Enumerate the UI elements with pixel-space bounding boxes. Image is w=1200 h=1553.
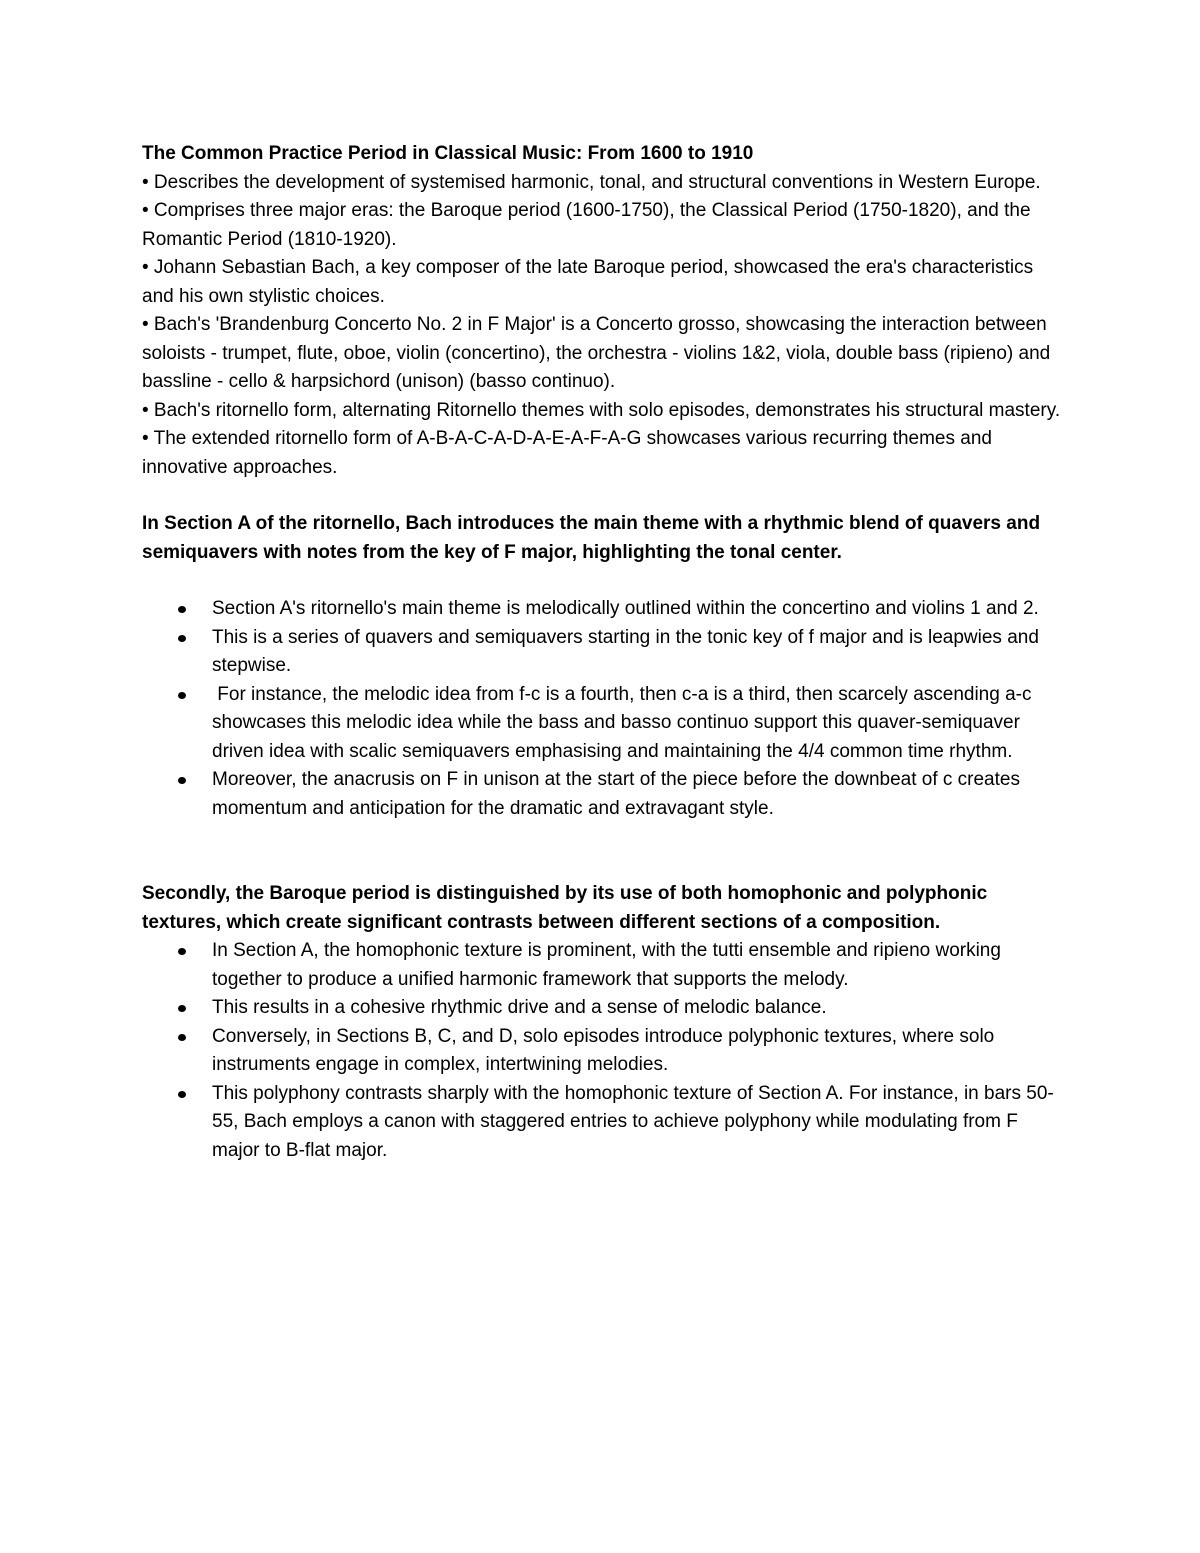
list-item [142,766,1062,823]
bullet-icon [178,777,186,784]
spacer [142,567,1062,595]
list-item-text: For instance, the melodic idea from f-c is a fourth, then c-a is a third, then scarcely ascending a-c showcases this melodic idea while the bass and basso continuo support this quaver-semiquaver driven idea with scalic semiquavers emphasising and maintaining the 4/4 common time rhythm. [212,683,1037,762]
intro-point: • Johann Sebastian Bach, a key composer of the late Baroque period, showcased the era's characteristics and his own stylistic choices. [142,257,1034,307]
list-item [142,1023,1062,1080]
intro-point: • The extended ritornello form of A-B-A-C-A-D-A-E-A-F-A-G showcases various recurring themes and innovative approaches. [142,428,992,478]
list-item [142,937,1062,994]
bullet-icon [178,1034,186,1041]
section-a-bullet-list [142,595,1062,823]
bullet-icon [178,948,186,955]
list-item [142,595,1062,624]
bullet-icon [178,1005,186,1012]
spacer [142,482,1062,510]
bullet-icon [178,635,186,642]
document-title: The Common Practice Period in Classical Music: From 1600 to 1910 [142,143,754,164]
list-item [142,1080,1062,1166]
list-item-text: Conversely, in Sections B, C, and D, solo episodes introduce polyphonic textures, where solo instruments engage in complex, intertwining melodies. [212,1025,995,1075]
list-item [142,624,1062,681]
section-a-heading: In Section A of the ritornello, Bach introduces the main theme with a rhythmic blend of quavers and semiquavers with notes from the key of F major, highlighting the tonal center. [142,513,1041,563]
document-page [142,140,1062,1165]
list-item [142,681,1062,767]
bullet-icon [178,606,186,613]
list-item-text: Moreover, the anacrusis on F in unison at the start of the piece before the downbeat of c creates momentum and anticipation for the dramatic and extravagant style. [212,769,1020,819]
list-item [142,994,1062,1023]
list-item-text: Section A's ritornello's main theme is melodically outlined within the concertino and violins 1 and 2. [212,598,1039,619]
texture-bullet-list [142,937,1062,1165]
texture-section-heading: Secondly, the Baroque period is distinguished by its use of both homophonic and polyphonic textures, which create significant contrasts between different sections of a composition. [142,883,988,933]
intro-point: • Bach's 'Brandenburg Concerto No. 2 in F Major' is a Concerto grosso, showcasing the interaction between soloists - trumpet, flute, oboe, violin (concertino), the orchestra - violins 1&2, viola, double bass (ripieno) and bassline - cello & harpsichord (unison) (basso continuo). [142,314,1051,392]
bullet-icon [178,692,186,699]
list-item-text: This is a series of quavers and semiquavers starting in the tonic key of f major and is leapwies and stepwise. [212,626,1039,676]
list-item-text: In Section A, the homophonic texture is prominent, with the tutti ensemble and ripieno working together to produce a unified harmonic framework that supports the melody. [212,940,1001,990]
list-item-text: This polyphony contrasts sharply with the homophonic texture of Section A. For instance, in bars 50-55, Bach employs a canon with staggered entries to achieve polyphony while modulating from F major to B-flat major. [212,1082,1054,1161]
spacer [142,823,1062,880]
intro-point: • Comprises three major eras: the Baroque period (1600-1750), the Classical Period (1750-1820), and the Romantic Period (1810-1920). [142,200,1031,250]
list-item-text: This results in a cohesive rhythmic drive and a sense of melodic balance. [212,997,827,1018]
intro-point: • Bach's ritornello form, alternating Ritornello themes with solo episodes, demonstrates his structural mastery. [142,399,1061,421]
bullet-icon [178,1091,186,1098]
intro-point: • Describes the development of systemised harmonic, tonal, and structural conventions in Western Europe. [142,171,1041,193]
